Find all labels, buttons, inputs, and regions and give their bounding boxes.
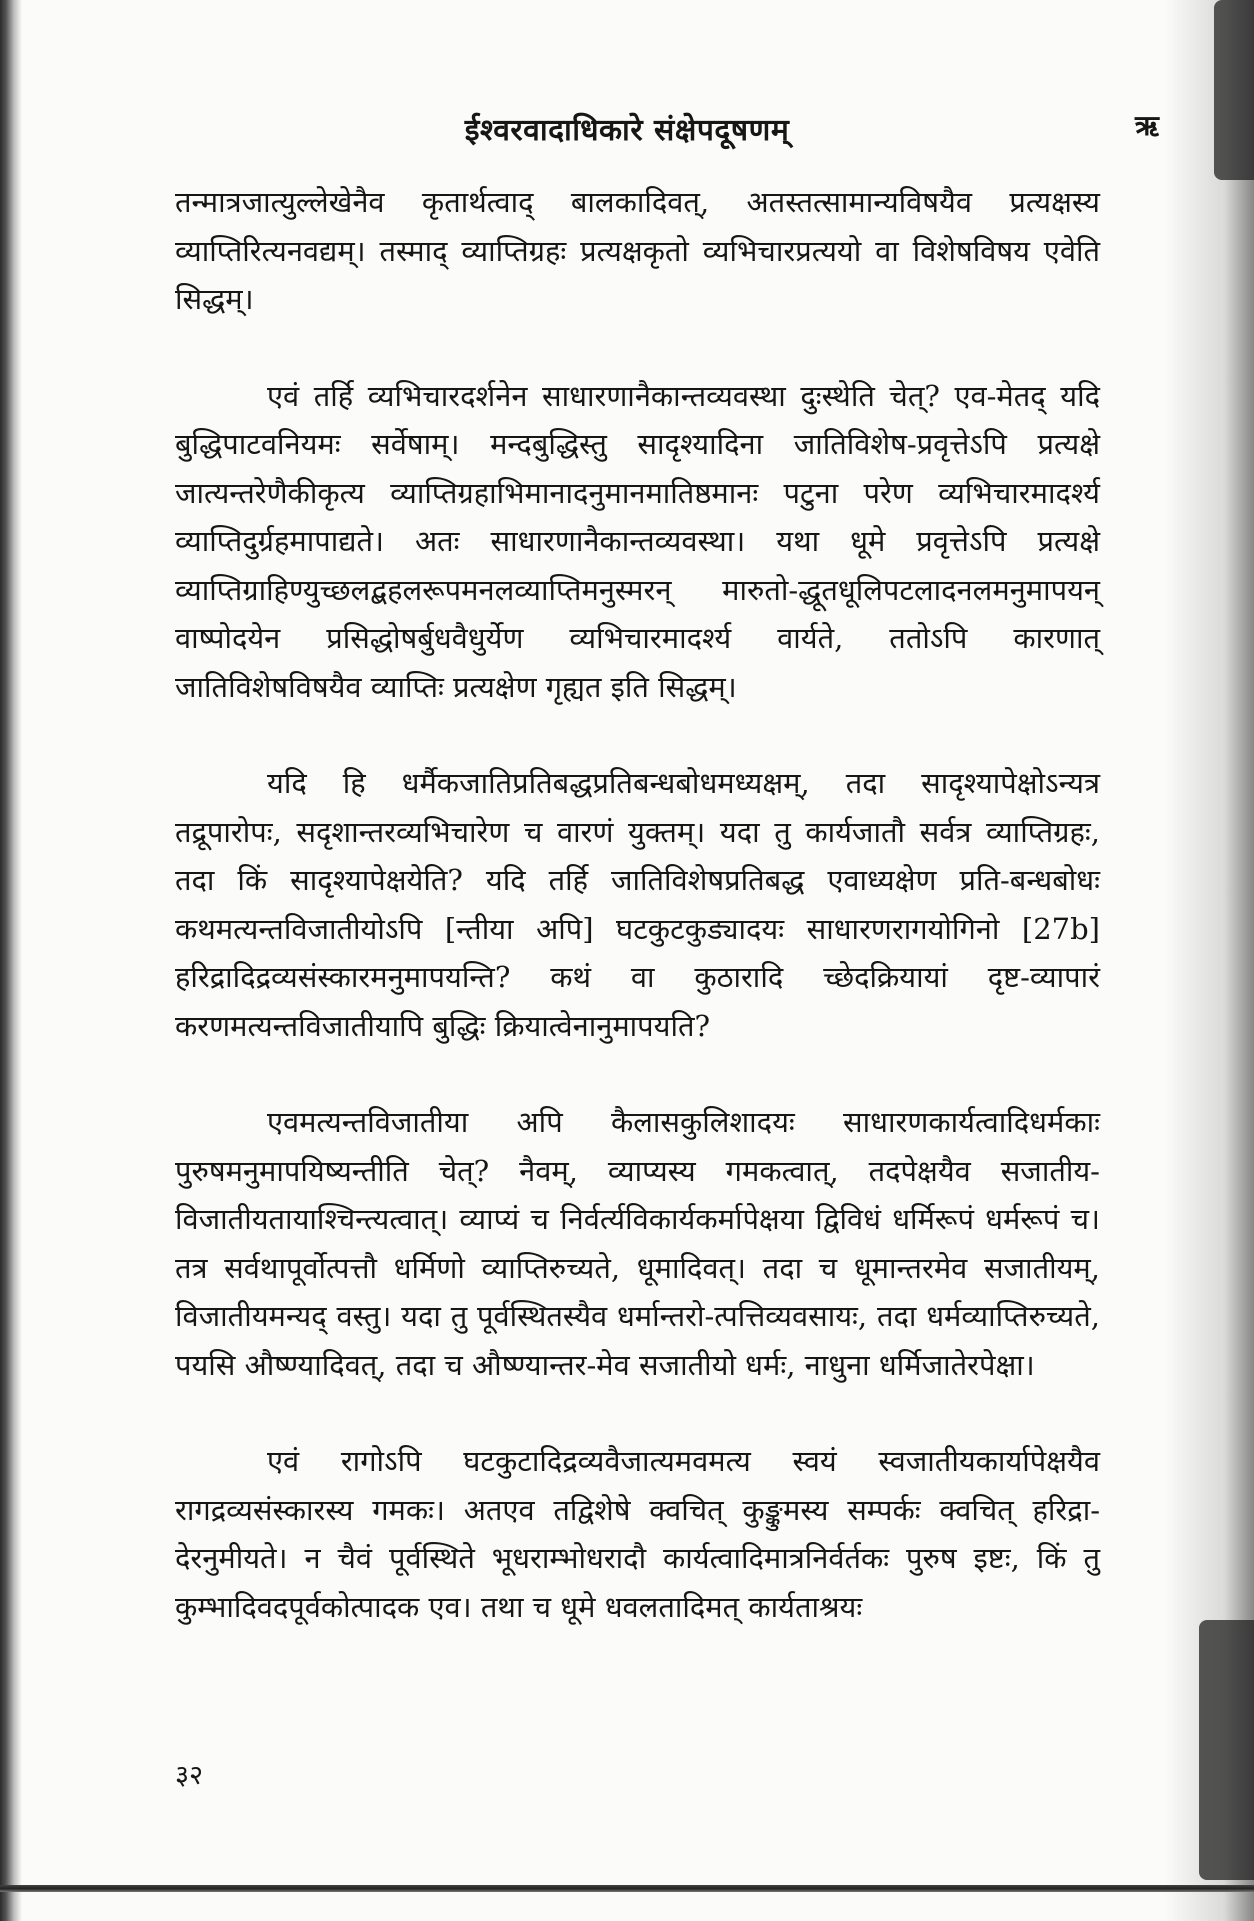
- paragraph: यदि हि धर्मैकजातिप्रतिबद्धप्रतिबन्धबोधमध्यक्षम्, तदा सादृश्यापेक्षोऽन्यत्र तद्रूपारोपः, सदृशान्तरव्यभिचारेण च वारणं युक्तम्। यदा तु कार्यजातौ सर्वत्र व्याप्तिग्रहः, तदा किं सादृश्यापेक्षयेति? यदि तर्हि जातिविशेषप्रतिबद्ध एवाध्यक्षेण प्रति-बन्धबोधः कथमत्यन्तविजातीयोऽपि [न्तीया अपि] घटकुटकुड्यादयः साधारणरागयोगिनो [27b] हरिद्रादिद्रव्यसंस्कारमनुमापयन्ति? कथं वा कुठारादि च्छेदक्रियायां दृष्ट-व्यापारं करणमत्यन्तविजातीयापि बुद्धिः क्रियात्वेनानुमापयति?: [175, 766, 1100, 1043]
- running-header: ईश्वरवादाधिकारे संक्षेपदूषणम्: [464, 113, 790, 148]
- scan-left-edge: [0, 0, 22, 1921]
- scan-bottom-rule: [0, 1885, 1254, 1892]
- paragraph: एवं रागोऽपि घटकुटादिद्रव्यवैजात्यमवमत्य स्वयं स्वजातीयकार्यापेक्षयैव रागद्रव्यसंस्कारस्य गमकः। अतएव तद्विशेषे क्वचित् कुङ्कुमस्य सम्पर्कः क्वचित् हरिद्रा-देरनुमीयते। न चैवं पूर्वस्थिते भूधराम्भोधरादौ कार्यत्वादिमात्रनिर्वर्तकः पुरुष इष्टः, किं तु कुम्भादिवदपूर्वकोत्पादक एव। तथा च धूमे धवलतादिमत् कार्यताश्रयः: [175, 1444, 1100, 1624]
- scan-edge-blot: [1214, 0, 1254, 180]
- paragraph: एवं तर्हि व्यभिचारदर्शनेन साधारणानैकान्तव्यवस्था दुःस्थेति चेत्? एव-मेतद् यदि बुद्धिपाटवनियमः सर्वेषाम्। मन्दबुद्धिस्तु सादृश्यादिना जातिविशेष-प्रवृत्तेऽपि प्रत्यक्षे जात्यन्तरेणैकीकृत्य व्याप्तिग्रहाभिमानादनुमानमातिष्ठमानः पटुना परेण व्यभिचारमादर्श्य व्याप्तिदुर्ग्रहमापाद्यते। अतः साधारणानैकान्तव्यवस्था। यथा धूमे प्रवृत्तेऽपि प्रत्यक्षे व्याप्तिग्राहिण्युच्छलद्बहलरूपमनलव्याप्तिमनुस्मरन् मारुतो-द्धूतधूलिपटलादनलमनुमापयन् वाष्पोदयेन प्रसिद्धोषर्बुधवैधुर्येण व्यभिचारमादर्श्य वार्यते, ततोऽपि कारणात् जातिविशेषविषयैव व्याप्तिः प्रत्यक्षेण गृह्यत इति सिद्धम्।: [175, 378, 1100, 704]
- paragraph: तन्मात्रजात्युल्लेखेनैव कृतार्थत्वाद् बालकादिवत्, अतस्तत्सामान्यविषयैव प्रत्यक्षस्य व्याप्तिरित्यनवद्यम्। तस्माद् व्याप्तिग्रहः प्रत्यक्षकृतो व्यभिचारप्रत्ययो वा विशेषविषय एवेति सिद्धम्।: [175, 185, 1100, 316]
- paragraph: एवमत्यन्तविजातीया अपि कैलासकुलिशादयः साधारणकार्यत्वादिधर्मकाः पुरुषमनुमापयिष्यन्तीति चेत्? नैवम्, व्याप्यस्य गमकत्वात्, तदपेक्षयैव सजातीय-विजातीयतायाश्चिन्त्यत्वात्। व्याप्यं च निर्वर्त्यविकार्यकर्मापेक्षया द्विविधं धर्मिरूपं धर्मरूपं च। तत्र सर्वथापूर्वोत्पत्तौ धर्मिणो व्याप्तिरुच्यते, धूमादिवत्। तदा च धूमान्तरमेव सजातीयम्, विजातीयमन्यद् वस्तु। यदा तु पूर्वस्थितस्यैव धर्मान्तरो-त्पत्तिव्यवसायः, तदा धर्मव्याप्तिरुच्यते, पयसि औष्ण्यादिवत्, तदा च औष्ण्यान्तर-मेव सजातीयो धर्मः, नाधुना धर्मिजातेरपेक्षा।: [175, 1105, 1100, 1382]
- page-number: ३२: [175, 1760, 204, 1791]
- scan-edge-blot: [1199, 1620, 1254, 1880]
- header-corner-mark: ऋ: [1135, 109, 1159, 142]
- body-text: [175, 178, 1100, 1631]
